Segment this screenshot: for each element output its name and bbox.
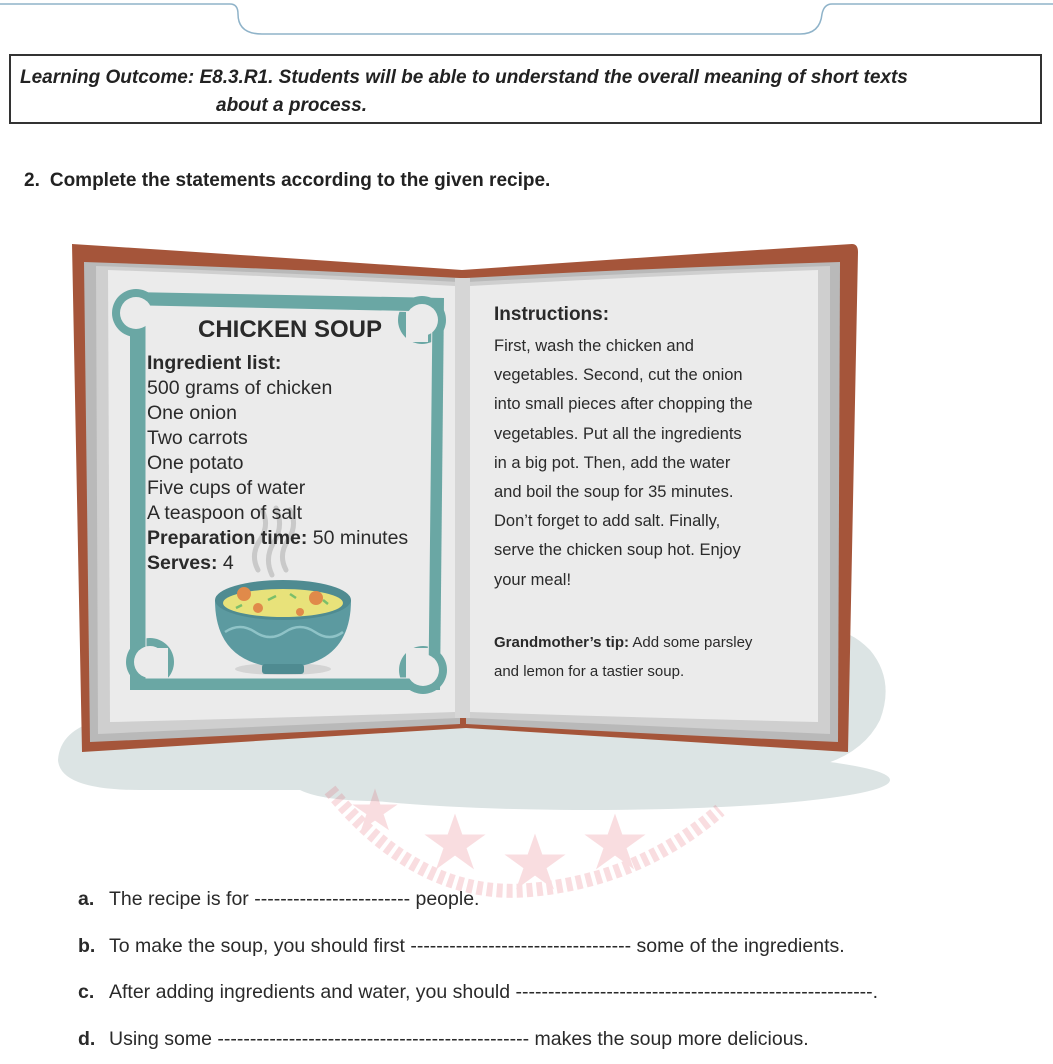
ingredient-item: A teaspoon of salt [147,502,303,524]
instruction-line: in a big pot. Then, add the water [494,453,731,472]
statement-text: To make the soup, you should first ---------------------------------- some of the ingredients. [109,935,845,957]
statement-text: The recipe is for ------------------------ people. [109,888,480,910]
tip-text: Add some parsley [629,634,753,651]
instruction-line: vegetables. Second, cut the onion [494,366,743,385]
recipe-title: CHICKEN SOUP [197,316,383,343]
ingredient-list [147,351,408,576]
statement-letter: d. [78,1028,96,1050]
ingredient-item: Two carrots [147,427,248,449]
grandmother-tip [494,628,814,686]
question-number: 2. [24,170,40,191]
learning-outcome-text: Learning Outcome: E8.3.R1. Students will be able to understand the overall meaning of short texts [20,67,908,88]
tip-text-cont: and lemon for a tastier soup. [494,663,685,680]
statement-text: Using some ------------------------------------------------ makes the soup more delicious. [109,1028,809,1050]
instruction-line: and boil the soup for 35 minutes. [494,483,734,502]
instructions-text [494,332,814,595]
statement-letter: a. [78,888,95,910]
instructions-heading: Instructions: [494,304,610,325]
instruction-line: vegetables. Put all the ingredients [494,424,742,443]
statement-c [78,981,878,1004]
instruction-line: into small pieces after chopping the [494,395,753,414]
ingredient-item: One onion [147,402,237,424]
instruction-line: Don’t forget to add salt. Finally, [494,512,721,531]
instruction-line: serve the chicken soup hot. Enjoy [494,541,741,560]
statement-a [78,888,479,911]
serves-label: Serves: [147,552,218,574]
statement-letter: c. [78,981,95,1003]
ingredient-item: Five cups of water [147,477,306,499]
statement-text: After adding ingredients and water, you should -------------------------------------------------------. [109,981,879,1003]
serves-value: 4 [217,552,234,574]
serves [147,551,408,576]
instruction-line: First, wash the chicken and [494,337,694,355]
tip-label: Grandmother’s tip: [494,634,630,651]
statement-b [78,935,845,958]
preparation-time [147,526,408,551]
ingredient-item: One potato [147,452,244,474]
preparation-time-value: 50 minutes [307,527,409,549]
statement-d [78,1028,809,1051]
ingredient-item: 500 grams of chicken [147,377,333,399]
preparation-time-label: Preparation time: [147,527,308,549]
learning-outcome-text-cont: about a process. [216,95,367,116]
instruction-line: your meal! [494,570,572,589]
ingredient-heading: Ingredient list: [147,352,282,374]
statement-letter: b. [78,935,96,957]
question-text: Complete the statements according to the given recipe. [49,170,551,191]
